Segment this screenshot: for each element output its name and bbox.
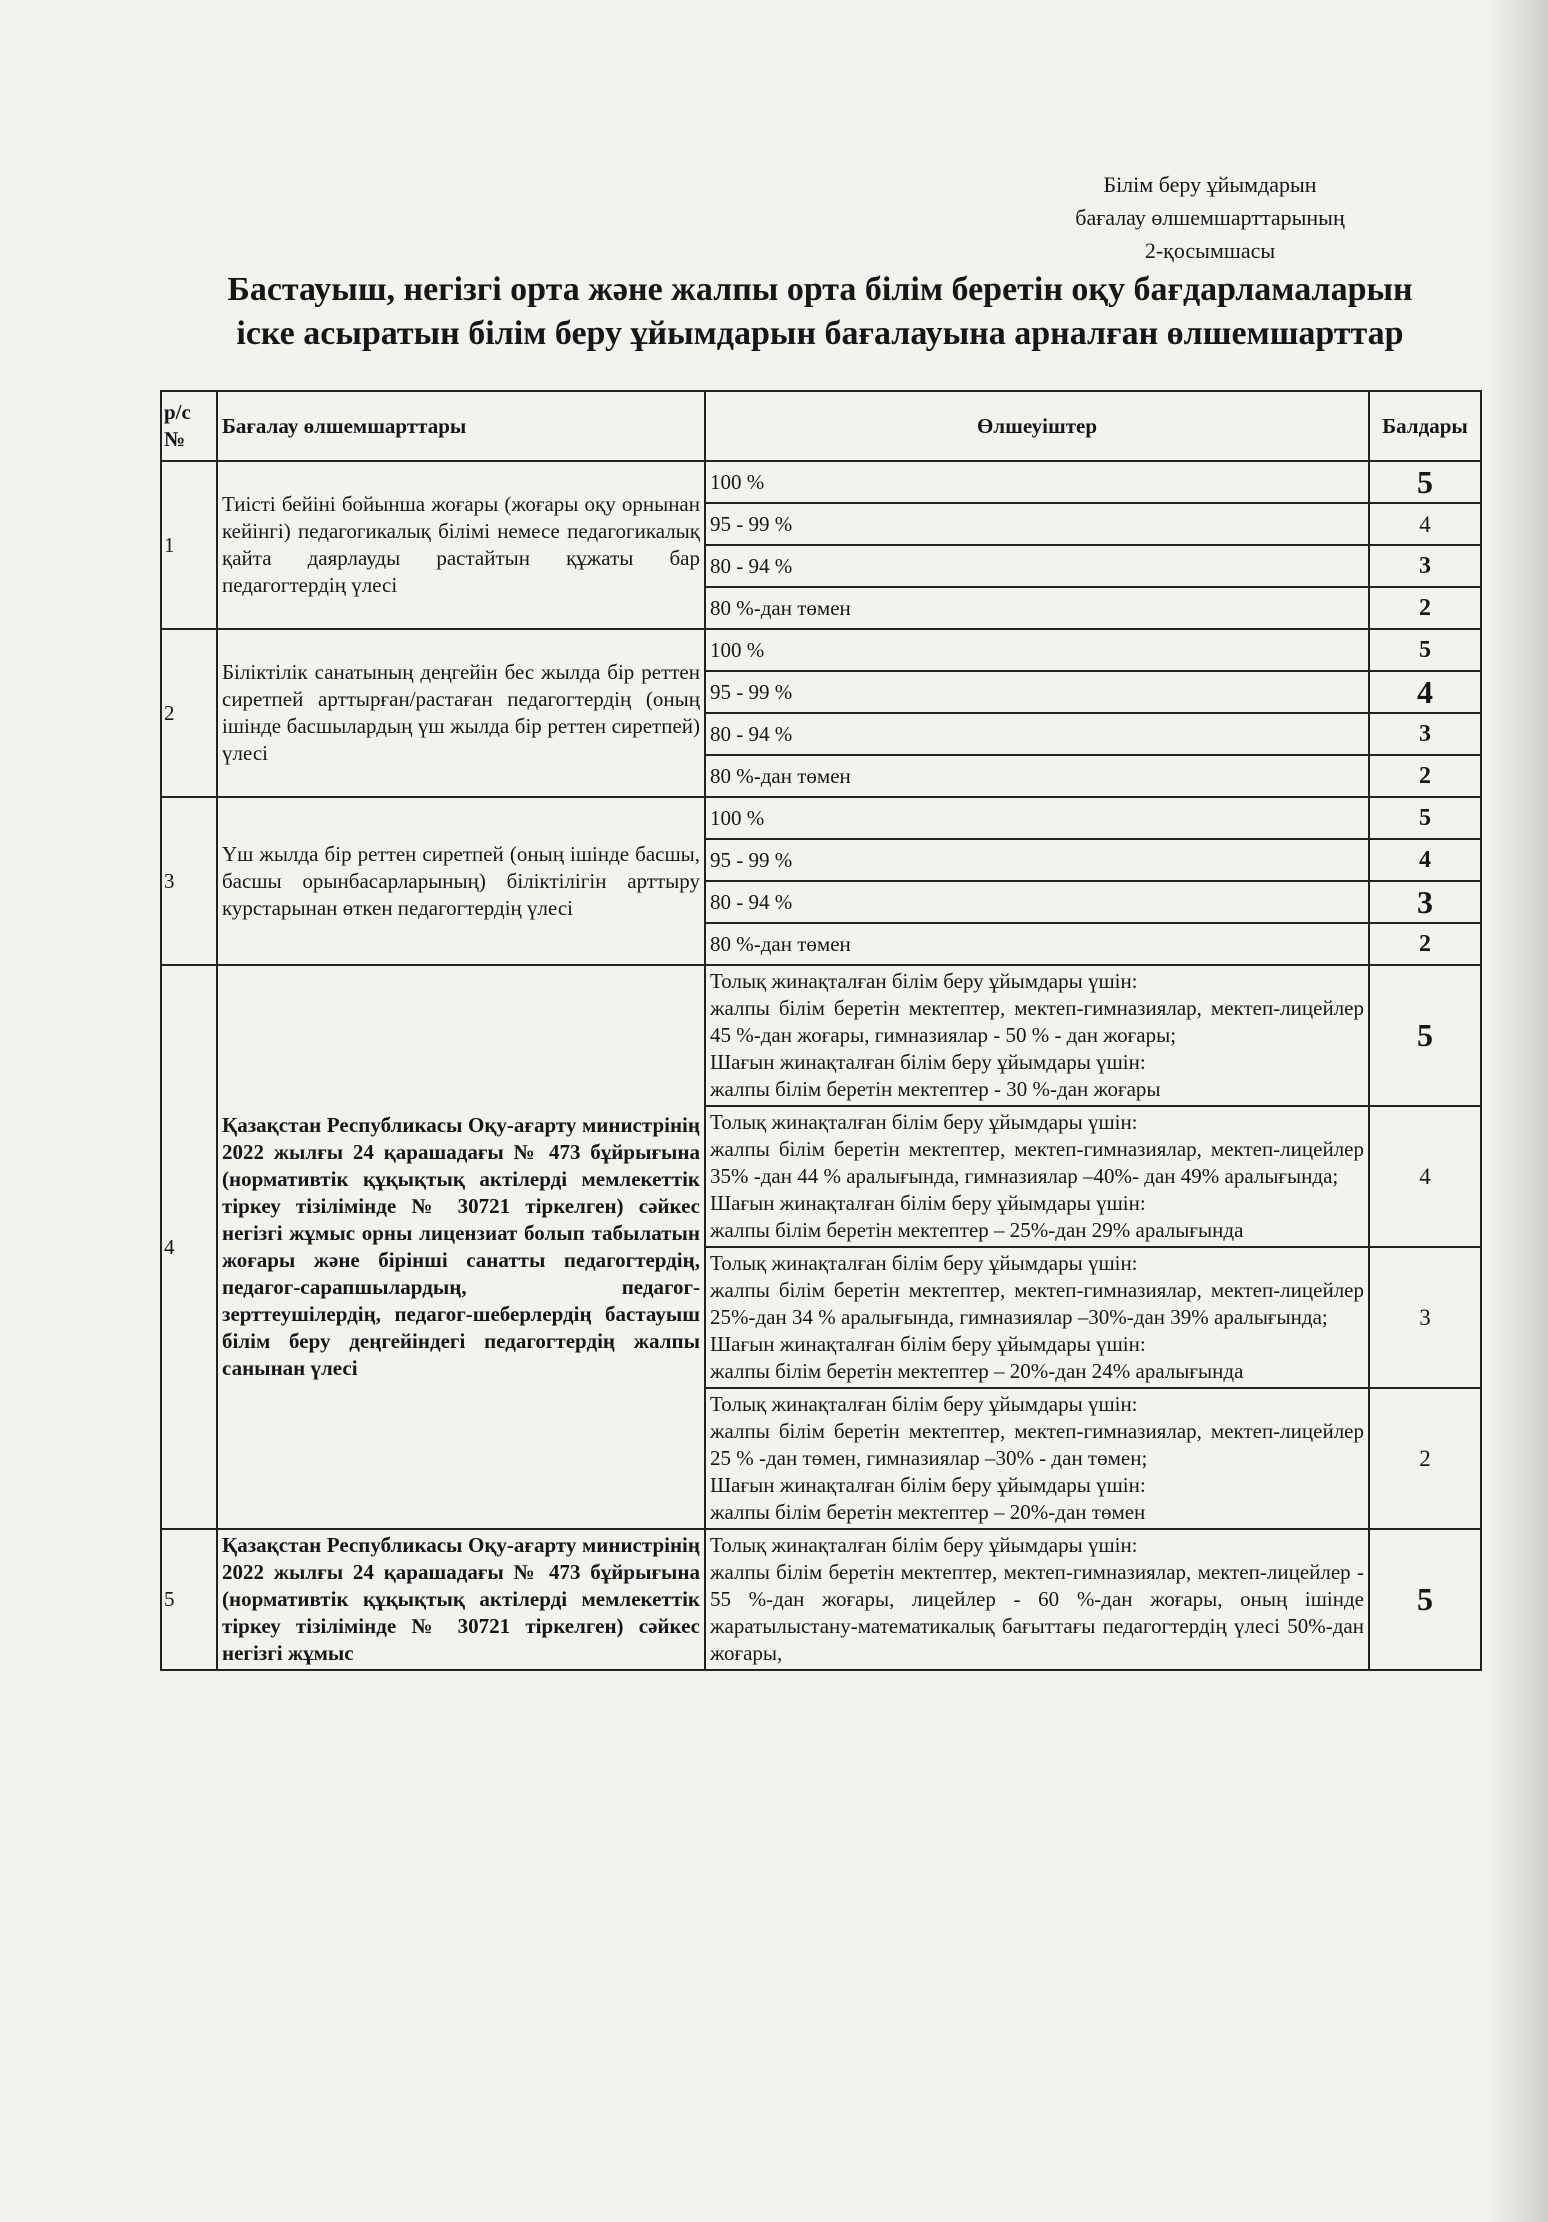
table-row <box>161 1529 1481 1670</box>
header-measures: Өлшеуіштер <box>705 391 1369 461</box>
document-title: Бастауыш, негізгі орта және жалпы орта білім беретін оқу бағдарламаларын іске асыратын білім беру ұйымдарын бағалауына арналған өлшемшарттар <box>227 271 1413 352</box>
score-cell: 3 <box>1369 881 1481 923</box>
measure-cell: 100 % <box>705 797 1369 839</box>
score-cell: 2 <box>1369 923 1481 965</box>
measure-cell: 100 % <box>705 461 1369 503</box>
measure-line: жалпы білім беретін мектептер – 25%-дан 29% аралығында <box>710 1218 1244 1242</box>
measure-cell: 80 - 94 % <box>705 545 1369 587</box>
measure-line: Толық жинақталған білім беру ұйымдары үшін: <box>710 1110 1138 1134</box>
measure-line: жалпы білім беретін мектептер, мектеп-гимназиялар, мектеп-лицейлер - 55 %-дан жоғары, лицейлер - 60 %-дан жоғары, оның ішінде жаратылыстану-математикалық бағыттағы педагогтердің үлесі 50%-дан жоғары, <box>710 1560 1364 1665</box>
measure-line: Толық жинақталған білім беру ұйымдары үшін: <box>710 1251 1138 1275</box>
criterion-text: Қазақстан Республикасы Оқу-ағарту министрінің 2022 жылғы 24 қарашадағы № 473 бұйрығына (нормативтік құқықтық актілерді мемлекеттік тіркеу тізілімінде № 30721 тіркелген) сәйкес негізгі жұмыс <box>222 1533 700 1665</box>
score-cell: 2 <box>1369 587 1481 629</box>
score-cell: 4 <box>1369 503 1481 545</box>
criterion-cell <box>217 1529 705 1670</box>
measure-cell: 80 - 94 % <box>705 713 1369 755</box>
measure-cell <box>705 1247 1369 1388</box>
measure-cell: 95 - 99 % <box>705 671 1369 713</box>
score-cell: 4 <box>1369 839 1481 881</box>
score-cell: 4 <box>1369 1106 1481 1247</box>
table-header-row <box>161 391 1481 461</box>
scan-page-edge <box>1488 0 1548 2222</box>
measure-cell: 80 - 94 % <box>705 881 1369 923</box>
criterion-cell: Біліктілік санатының деңгейін бес жылда бір реттен сиретпей арттырған/растаған педагогтердің (оның ішінде басшылардың үш жылда бір реттен сиретпей) үлесі <box>217 629 705 797</box>
score-cell: 2 <box>1369 755 1481 797</box>
criteria-table <box>160 390 1482 1671</box>
score-cell: 2 <box>1369 1388 1481 1529</box>
score-cell: 4 <box>1369 671 1481 713</box>
annex-line-2: бағалау өлшемшарттарының <box>1075 205 1345 230</box>
measure-cell <box>705 1388 1369 1529</box>
table-row <box>161 629 1481 671</box>
table-row <box>161 461 1481 503</box>
measure-cell <box>705 965 1369 1106</box>
measure-line: жалпы білім беретін мектептер, мектеп-гимназиялар, мектеп-лицейлер 25 % -дан төмен, гимназиялар –30% - дан төмен; <box>710 1419 1364 1470</box>
measure-line: Толық жинақталған білім беру ұйымдары үшін: <box>710 1392 1138 1416</box>
measure-line: жалпы білім беретін мектептер – 20%-дан төмен <box>710 1500 1146 1524</box>
measure-line: Толық жинақталған білім беру ұйымдары үшін: <box>710 969 1138 993</box>
measure-line: жалпы білім беретін мектептер - 30 %-дан жоғары <box>710 1077 1161 1101</box>
measure-cell: 95 - 99 % <box>705 503 1369 545</box>
row-number: 2 <box>161 629 217 797</box>
measure-line: Толық жинақталған білім беру ұйымдары үшін: <box>710 1533 1138 1557</box>
measure-line: Шағын жинақталған білім беру ұйымдары үшін: <box>710 1332 1146 1356</box>
measure-cell: 80 %-дан төмен <box>705 923 1369 965</box>
score-cell: 5 <box>1369 797 1481 839</box>
measure-cell: 95 - 99 % <box>705 839 1369 881</box>
row-number: 4 <box>161 965 217 1529</box>
measure-cell <box>705 1529 1369 1670</box>
criterion-cell: Тиісті бейіні бойынша жоғары (жоғары оқу орнынан кейінгі) педагогикалық білімі немесе педагогикалық қайта даярлауды растайтын құжаты бар педагогтердің үлесі <box>217 461 705 629</box>
header-criteria: Бағалау өлшемшарттары <box>217 391 705 461</box>
measure-cell: 80 %-дан төмен <box>705 587 1369 629</box>
measure-line: Шағын жинақталған білім беру ұйымдары үшін: <box>710 1050 1146 1074</box>
measure-line: жалпы білім беретін мектептер, мектеп-гимназиялар, мектеп-лицейлер 45 %-дан жоғары, гимназиялар - 50 % - дан жоғары; <box>710 996 1364 1047</box>
annex-line-1: Білім беру ұйымдарын <box>1103 172 1317 197</box>
header-scores: Балдары <box>1369 391 1481 461</box>
annex-line-3: 2-қосымшасы <box>1144 238 1276 263</box>
measure-cell <box>705 1106 1369 1247</box>
score-cell: 5 <box>1369 965 1481 1106</box>
measure-cell: 100 % <box>705 629 1369 671</box>
score-cell: 5 <box>1369 1529 1481 1670</box>
criterion-cell: Үш жылда бір реттен сиретпей (оның ішінде басшы, басшы орынбасарларының) біліктілігін арттыру курстарынан өткен педагогтердің үлесі <box>217 797 705 965</box>
table-row <box>161 965 1481 1106</box>
measure-cell: 80 %-дан төмен <box>705 755 1369 797</box>
score-cell: 5 <box>1369 629 1481 671</box>
row-number: 5 <box>161 1529 217 1670</box>
score-cell: 3 <box>1369 1247 1481 1388</box>
measure-line: Шағын жинақталған білім беру ұйымдары үшін: <box>710 1473 1146 1497</box>
header-num: р/с № <box>161 391 217 461</box>
row-number: 1 <box>161 461 217 629</box>
measure-line: жалпы білім беретін мектептер, мектеп-гимназиялар, мектеп-лицейлер 35% -дан 44 % аралығында, гимназиялар –40%- дан 49% аралығында; <box>710 1137 1364 1188</box>
measure-line: жалпы білім беретін мектептер, мектеп-гимназиялар, мектеп-лицейлер 25%-дан 34 % аралығында, гимназиялар –30%-дан 39% аралығында; <box>710 1278 1364 1329</box>
score-cell: 5 <box>1369 461 1481 503</box>
criterion-cell <box>217 965 705 1529</box>
table-row <box>161 797 1481 839</box>
annex-note <box>1030 168 1390 267</box>
row-number: 3 <box>161 797 217 965</box>
measure-line: Шағын жинақталған білім беру ұйымдары үшін: <box>710 1191 1146 1215</box>
criterion-text: Қазақстан Республикасы Оқу-ағарту министрінің 2022 жылғы 24 қарашадағы № 473 бұйрығына (нормативтік құқықтық актілерді мемлекеттік тіркеу тізілімінде № 30721 тіркелген) сәйкес негізгі жұмыс орны лицензиат болып табылатын жоғары және бірінші санатты педагогтердің, педагог-сарапшылардың, педагог-зерттеушілердің, педагог-шеберлердің бастауыш білім беру деңгейіндегі педагогтердің жалпы санынан үлесі <box>222 1113 700 1380</box>
score-cell: 3 <box>1369 545 1481 587</box>
measure-line: жалпы білім беретін мектептер – 20%-дан 24% аралығында <box>710 1359 1244 1383</box>
score-cell: 3 <box>1369 713 1481 755</box>
